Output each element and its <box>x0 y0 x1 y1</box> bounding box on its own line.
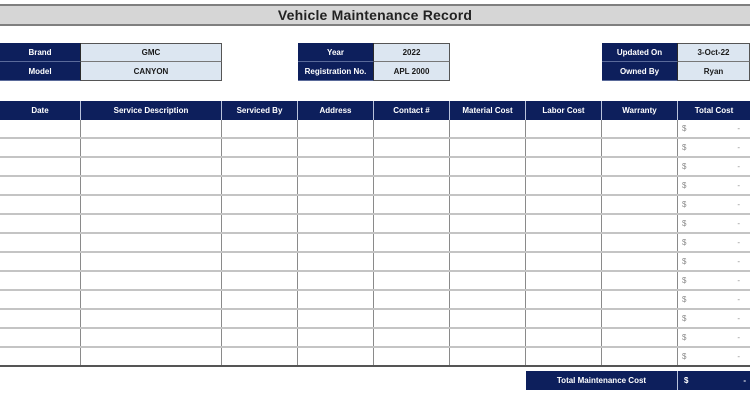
cell-total-cost <box>678 253 750 270</box>
cell-service-description[interactable] <box>81 253 222 270</box>
cell-warranty[interactable] <box>602 291 678 308</box>
cell-contact[interactable] <box>374 253 450 270</box>
cell-material-cost[interactable] <box>450 348 526 365</box>
cell-date[interactable] <box>0 291 81 308</box>
column-header-date: Date <box>0 101 81 120</box>
cell-service-description[interactable] <box>81 348 222 365</box>
column-header-labor-cost: Labor Cost <box>526 101 602 120</box>
cell-labor-cost[interactable] <box>526 196 602 213</box>
table-row <box>0 177 750 196</box>
cell-address[interactable] <box>298 291 374 308</box>
cell-service-description[interactable] <box>81 158 222 175</box>
cell-date[interactable] <box>0 310 81 327</box>
cell-material-cost[interactable] <box>450 196 526 213</box>
cell-date[interactable] <box>0 158 81 175</box>
cell-address[interactable] <box>298 177 374 194</box>
table-row <box>0 291 750 310</box>
cell-total-cost <box>678 158 750 175</box>
total-cost-value: - <box>737 314 740 323</box>
cell-labor-cost[interactable] <box>526 253 602 270</box>
cell-date[interactable] <box>0 329 81 346</box>
cell-material-cost[interactable] <box>450 139 526 156</box>
cell-address[interactable] <box>298 158 374 175</box>
cell-labor-cost[interactable] <box>526 139 602 156</box>
total-cost-value: - <box>737 162 740 171</box>
cell-service-description[interactable] <box>81 329 222 346</box>
total-cost-value: - <box>737 352 740 361</box>
cell-address[interactable] <box>298 234 374 251</box>
cell-contact[interactable] <box>374 120 450 137</box>
currency-symbol: $ <box>682 181 687 190</box>
brand-label: Brand <box>0 43 81 62</box>
table-row <box>0 120 750 139</box>
total-maintenance-amount: - <box>743 376 746 385</box>
cell-serviced-by[interactable] <box>222 177 298 194</box>
cell-date[interactable] <box>0 253 81 270</box>
cell-labor-cost[interactable] <box>526 234 602 251</box>
cell-contact[interactable] <box>374 177 450 194</box>
cell-date[interactable] <box>0 177 81 194</box>
cell-labor-cost[interactable] <box>526 329 602 346</box>
cell-address[interactable] <box>298 253 374 270</box>
cell-contact[interactable] <box>374 329 450 346</box>
cell-serviced-by[interactable] <box>222 158 298 175</box>
cell-warranty[interactable] <box>602 348 678 365</box>
cell-labor-cost[interactable] <box>526 310 602 327</box>
cell-labor-cost[interactable] <box>526 177 602 194</box>
cell-service-description[interactable] <box>81 196 222 213</box>
cell-warranty[interactable] <box>602 158 678 175</box>
cell-warranty[interactable] <box>602 253 678 270</box>
registration-value[interactable]: APL 2000 <box>374 62 450 81</box>
cell-serviced-by[interactable] <box>222 329 298 346</box>
cell-contact[interactable] <box>374 158 450 175</box>
table-row <box>0 158 750 177</box>
currency-symbol: $ <box>682 352 687 361</box>
cell-material-cost[interactable] <box>450 120 526 137</box>
cell-date[interactable] <box>0 348 81 365</box>
total-maintenance-row <box>526 371 750 390</box>
total-cost-value: - <box>737 276 740 285</box>
brand-value[interactable]: GMC <box>81 43 222 62</box>
cell-serviced-by[interactable] <box>222 234 298 251</box>
cell-total-cost <box>678 310 750 327</box>
cell-service-description[interactable] <box>81 120 222 137</box>
total-cost-value: - <box>737 143 740 152</box>
cell-warranty[interactable] <box>602 196 678 213</box>
currency-symbol: $ <box>682 257 687 266</box>
table-row <box>0 272 750 291</box>
cell-material-cost[interactable] <box>450 234 526 251</box>
cell-warranty[interactable] <box>602 310 678 327</box>
cell-total-cost <box>678 196 750 213</box>
cell-service-description[interactable] <box>81 310 222 327</box>
table-row <box>0 139 750 158</box>
cell-serviced-by[interactable] <box>222 291 298 308</box>
currency-symbol: $ <box>682 143 687 152</box>
cell-material-cost[interactable] <box>450 177 526 194</box>
cell-warranty[interactable] <box>602 329 678 346</box>
total-cost-value: - <box>737 333 740 342</box>
cell-service-description[interactable] <box>81 272 222 289</box>
cell-serviced-by[interactable] <box>222 253 298 270</box>
total-cost-value: - <box>737 200 740 209</box>
updated-on-label: Updated On <box>602 43 678 62</box>
cell-total-cost <box>678 215 750 232</box>
currency-symbol: $ <box>682 219 687 228</box>
cell-service-description[interactable] <box>81 234 222 251</box>
column-header-address: Address <box>298 101 374 120</box>
cell-material-cost[interactable] <box>450 158 526 175</box>
total-maintenance-currency: $ <box>684 376 689 385</box>
column-header-serviced-by: Serviced By <box>222 101 298 120</box>
cell-material-cost[interactable] <box>450 215 526 232</box>
cell-date[interactable] <box>0 234 81 251</box>
cell-total-cost <box>678 139 750 156</box>
cell-serviced-by[interactable] <box>222 348 298 365</box>
table-row <box>0 329 750 348</box>
currency-symbol: $ <box>682 124 687 133</box>
cell-labor-cost[interactable] <box>526 215 602 232</box>
cell-serviced-by[interactable] <box>222 272 298 289</box>
cell-address[interactable] <box>298 215 374 232</box>
table-row <box>0 215 750 234</box>
cell-labor-cost[interactable] <box>526 272 602 289</box>
cell-material-cost[interactable] <box>450 310 526 327</box>
cell-warranty[interactable] <box>602 177 678 194</box>
cell-date[interactable] <box>0 215 81 232</box>
cell-date[interactable] <box>0 272 81 289</box>
cell-warranty[interactable] <box>602 272 678 289</box>
cell-address[interactable] <box>298 348 374 365</box>
currency-symbol: $ <box>682 295 687 304</box>
cell-serviced-by[interactable] <box>222 215 298 232</box>
cell-labor-cost[interactable] <box>526 158 602 175</box>
cell-address[interactable] <box>298 310 374 327</box>
cell-address[interactable] <box>298 329 374 346</box>
cell-serviced-by[interactable] <box>222 139 298 156</box>
cell-address[interactable] <box>298 196 374 213</box>
column-header-total-cost: Total Cost <box>694 106 734 115</box>
title-bar <box>0 4 750 26</box>
registration-label: Registration No. <box>298 62 374 81</box>
cell-address[interactable] <box>298 120 374 137</box>
table-row <box>0 253 750 272</box>
cell-total-cost <box>678 272 750 289</box>
total-cost-value: - <box>737 295 740 304</box>
column-header-warranty: Warranty <box>602 101 678 120</box>
vehicle-info-block <box>0 43 222 81</box>
cell-contact[interactable] <box>374 139 450 156</box>
cell-warranty[interactable] <box>602 120 678 137</box>
cell-address[interactable] <box>298 272 374 289</box>
total-cost-value: - <box>737 257 740 266</box>
cell-contact[interactable] <box>374 196 450 213</box>
cell-date[interactable] <box>0 196 81 213</box>
cell-date[interactable] <box>0 120 81 137</box>
maintenance-table <box>0 101 750 367</box>
total-cost-value: - <box>737 238 740 247</box>
cell-labor-cost[interactable] <box>526 120 602 137</box>
cell-total-cost <box>678 120 750 137</box>
cell-total-cost <box>678 234 750 251</box>
year-label: Year <box>298 43 374 62</box>
cell-service-description[interactable] <box>81 139 222 156</box>
table-row <box>0 348 750 367</box>
table-header <box>0 101 750 120</box>
cell-material-cost[interactable] <box>450 291 526 308</box>
cell-contact[interactable] <box>374 234 450 251</box>
cell-serviced-by[interactable] <box>222 310 298 327</box>
table-row <box>0 196 750 215</box>
cell-contact[interactable] <box>374 272 450 289</box>
cell-labor-cost[interactable] <box>526 291 602 308</box>
ownership-info-block <box>602 43 750 81</box>
currency-symbol: $ <box>682 238 687 247</box>
total-cost-value: - <box>737 181 740 190</box>
column-header-material-cost: Material Cost <box>450 101 526 120</box>
cell-warranty[interactable] <box>602 234 678 251</box>
cell-address[interactable] <box>298 139 374 156</box>
cell-material-cost[interactable] <box>450 329 526 346</box>
page-title: Vehicle Maintenance Record <box>277 7 473 23</box>
updated-on-value[interactable]: 3-Oct-22 <box>678 43 750 62</box>
cell-labor-cost[interactable] <box>526 348 602 365</box>
cell-material-cost[interactable] <box>450 272 526 289</box>
cell-service-description[interactable] <box>81 215 222 232</box>
cell-contact[interactable] <box>374 215 450 232</box>
column-header-contact: Contact # <box>374 101 450 120</box>
total-maintenance-label: Total Maintenance Cost <box>526 371 678 390</box>
cell-total-cost <box>678 291 750 308</box>
column-header-service-description: Service Description <box>81 101 222 120</box>
owned-by-value[interactable]: Ryan <box>678 62 750 81</box>
cell-service-description[interactable] <box>81 177 222 194</box>
cell-service-description[interactable] <box>81 291 222 308</box>
cell-total-cost <box>678 177 750 194</box>
cell-date[interactable] <box>0 139 81 156</box>
cell-warranty[interactable] <box>602 139 678 156</box>
owned-by-label: Owned By <box>602 62 678 81</box>
cell-serviced-by[interactable] <box>222 196 298 213</box>
cell-material-cost[interactable] <box>450 253 526 270</box>
table-body <box>0 120 750 367</box>
table-row <box>0 234 750 253</box>
cell-contact[interactable] <box>374 348 450 365</box>
currency-symbol: $ <box>682 200 687 209</box>
table-row <box>0 310 750 329</box>
cell-contact[interactable] <box>374 291 450 308</box>
model-label: Model <box>0 62 81 81</box>
total-maintenance-value <box>678 371 750 390</box>
currency-symbol: $ <box>682 276 687 285</box>
currency-symbol: $ <box>682 333 687 342</box>
cell-total-cost <box>678 329 750 346</box>
total-cost-value: - <box>737 219 740 228</box>
cell-warranty[interactable] <box>602 215 678 232</box>
total-cost-value: - <box>737 124 740 133</box>
currency-symbol: $ <box>682 162 687 171</box>
currency-symbol: $ <box>682 314 687 323</box>
cell-contact[interactable] <box>374 310 450 327</box>
registration-info-block <box>298 43 450 81</box>
year-value[interactable]: 2022 <box>374 43 450 62</box>
model-value[interactable]: CANYON <box>81 62 222 81</box>
cell-serviced-by[interactable] <box>222 120 298 137</box>
cell-total-cost <box>678 348 750 365</box>
